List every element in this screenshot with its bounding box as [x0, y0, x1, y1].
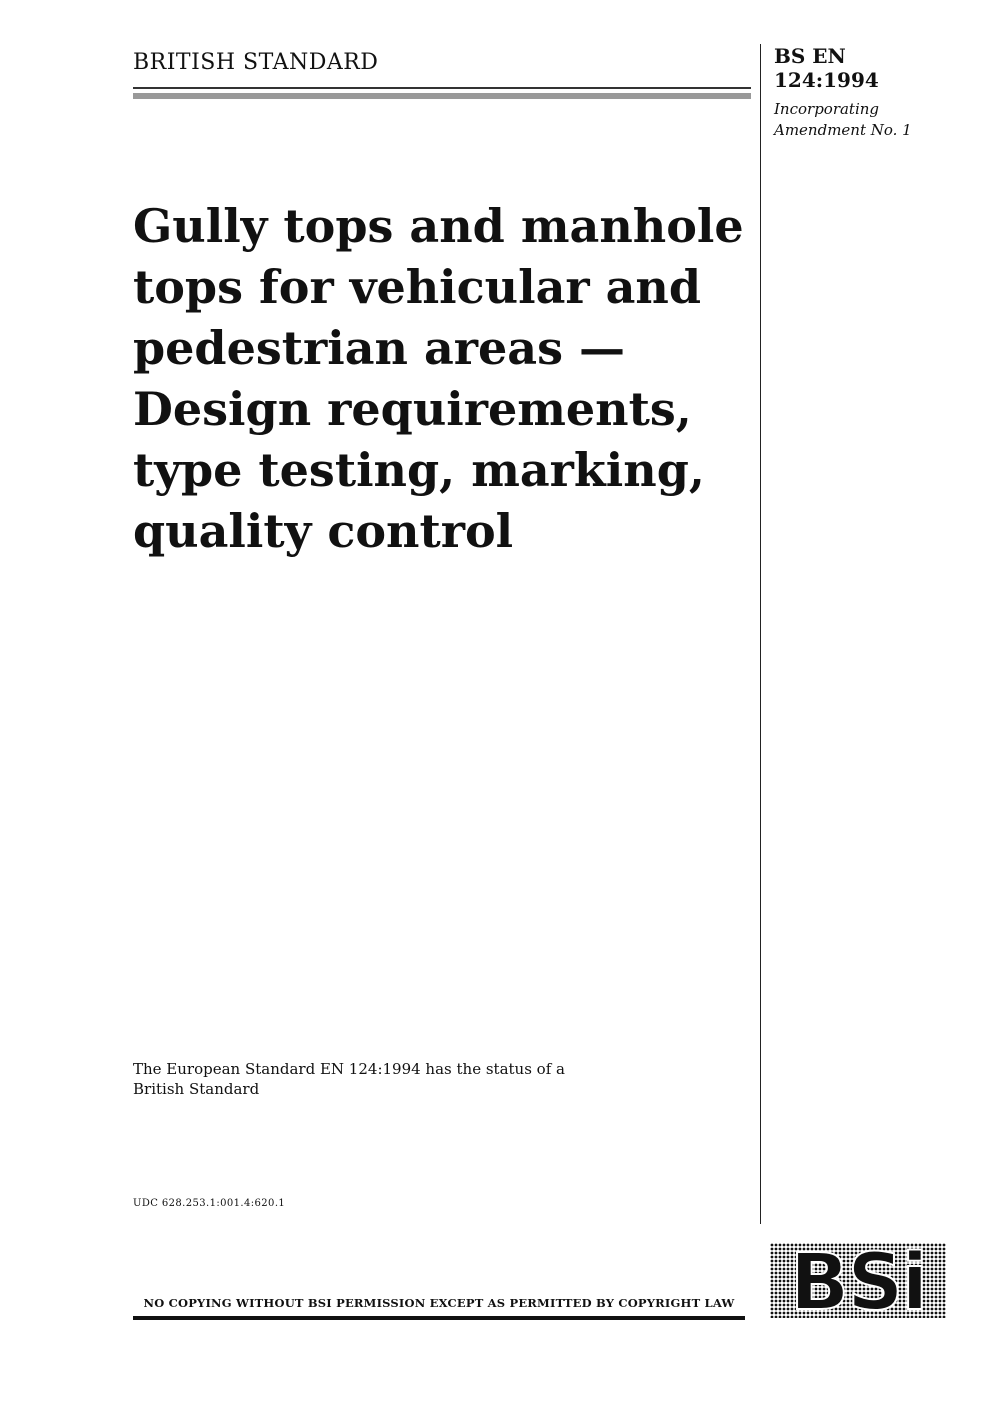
title-line: Gully tops and manhole	[133, 199, 744, 253]
standard-number	[774, 44, 879, 92]
vertical-divider	[760, 44, 761, 1224]
standard-number-line1: BS EN	[774, 44, 846, 68]
title-line: type testing, marking,	[133, 443, 705, 497]
amendment-note	[774, 99, 912, 141]
title-line: tops for vehicular and	[133, 260, 702, 314]
status-note-line2: British Standard	[133, 1080, 260, 1098]
status-note	[133, 1059, 593, 1099]
title-line: quality control	[133, 504, 514, 558]
amendment-note-line1: Incorporating	[774, 100, 880, 118]
footer-rule	[133, 1316, 745, 1320]
amendment-note-line2: Amendment No. 1	[774, 121, 912, 139]
udc-code: UDC 628.253.1:001.4:620.1	[133, 1198, 286, 1209]
header-rule-thick	[133, 93, 751, 99]
title-line: Design requirements,	[133, 382, 692, 436]
header-rule-thin	[133, 87, 751, 89]
document-title	[133, 196, 753, 562]
standard-number-line2: 124:1994	[774, 68, 879, 92]
title-line: pedestrian areas —	[133, 321, 626, 375]
svg-text:BSi: BSi	[789, 1243, 927, 1318]
copyright-notice: NO COPYING WITHOUT BSI PERMISSION EXCEPT AS PERMITTED BY COPYRIGHT LAW	[143, 1296, 735, 1310]
status-note-line1: The European Standard EN 124:1994 has the status of a	[133, 1060, 565, 1078]
bsi-logo	[770, 1243, 946, 1318]
header-label: BRITISH STANDARD	[133, 50, 379, 75]
